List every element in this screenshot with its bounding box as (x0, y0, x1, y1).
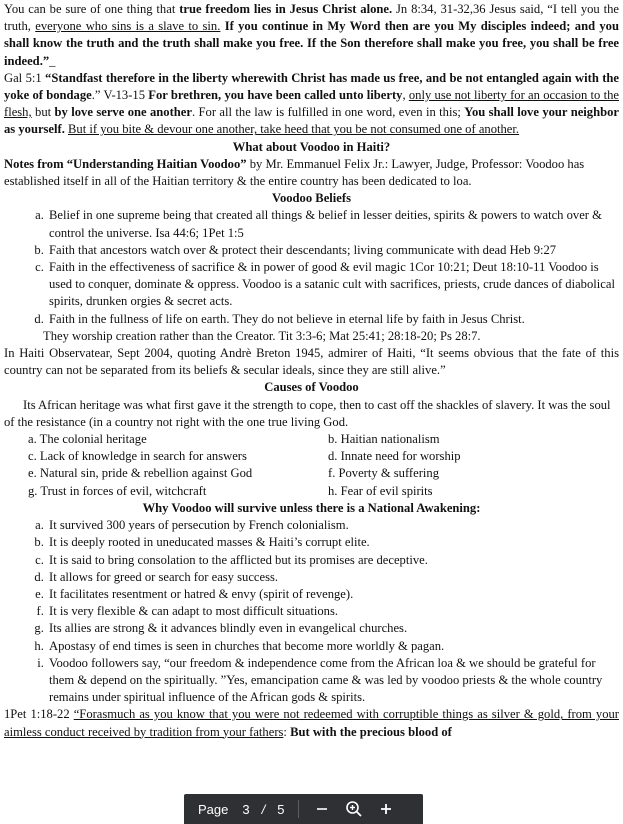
last-run-3: But with the precious blood of (290, 724, 452, 739)
paragraph-causes-intro: Its African heritage was what first gave it the strength to cope, then to cast off the shackles of slavery. It was the soul of the resistance (in a country not right with the one true living God. (4, 397, 611, 429)
current-page-number[interactable]: 3 (242, 801, 250, 817)
p2-run-5: only use not liberty for an occasion to the flesh, (4, 88, 619, 120)
p1-run-1: true freedom lies in Jesus Christ alone. (179, 2, 393, 16)
p2-run-7: by love serve one another (54, 105, 192, 120)
zoom-in-button[interactable] (341, 796, 367, 822)
p2-run-0: Gal 5:1 (4, 70, 46, 85)
toolbar-divider (298, 800, 299, 818)
list-item: d. It allows for greed or search for easy success. (47, 569, 619, 586)
notes-run-0: Notes from “Understanding Haitian Voodoo” (4, 156, 247, 171)
magnifier-plus-icon (345, 800, 363, 818)
heading-why-voodoo-survives: Why Voodoo will survive unless there is a National Awakening: (142, 500, 481, 515)
p2-run-8: . For all the law is fulfilled in one word, even in this; (191, 105, 465, 120)
p1-run-5: If you continue in My Word then are you My disciples indeed; and you shall know the truth and the truth shall make you free. If the Son therefore shall make you free, you shall be free indeed.” (4, 19, 619, 68)
p1-run-3: everyone who sins is a slave to sin. (35, 19, 221, 34)
plus-icon (379, 802, 393, 816)
p2-run-4: , (402, 88, 409, 103)
p1-run-0: You can be sure of one thing that (4, 2, 180, 16)
p1-run-6: _ (49, 53, 56, 68)
list-item: c. Lack of knowledge in search for answers (28, 449, 247, 464)
list-item: a. It survived 300 years of persecution by French colonialism. (47, 517, 619, 534)
paragraph-freedom (4, 1, 619, 70)
p2-run-1: “Standfast therefore in the liberty wherewith Christ has made us free, and be not entangled again with the yoke of bondage (4, 70, 620, 103)
beliefs-continuation: They worship creation rather than the Creator. Tit 3:3-6; Mat 25:41; 28:18-20; Ps 28:7. (43, 328, 481, 343)
last-run-0: 1Pet 1:18-22 (4, 707, 74, 722)
list-item: h. Apostasy of end times is seen in churches that become more worldly & pagan. (47, 638, 619, 655)
page-toolbar (184, 794, 423, 824)
list-item: e. Natural sin, pride & rebellion against God (28, 466, 253, 481)
list-item: h. Fear of evil spirits (328, 483, 433, 498)
heading-voodoo-in-haiti: What about Voodoo in Haiti? (232, 139, 391, 154)
last-run-2: : (283, 724, 291, 739)
page-separator: / (261, 801, 266, 817)
total-pages: 5 (277, 801, 285, 817)
p2-run-9: You shall love your neighbor as yourself. (4, 105, 619, 137)
list-item: f. It is very flexible & can adapt to most difficult situations. (47, 603, 619, 620)
p2-run-6: but (31, 105, 55, 120)
p2-run-2: .” V-13-15 (91, 88, 149, 103)
heading-voodoo-beliefs: Voodoo Beliefs (272, 191, 351, 206)
survive-list (4, 517, 619, 706)
paragraph-galatians (4, 70, 619, 139)
notes-run-1: by Mr. Emmanuel Felix Jr.: Lawyer, Judge, Professor: Voodoo has established itself in all of the Haitian territory & the entire country has been dedicated to loa. (4, 156, 585, 189)
list-item: i. Voodoo followers say, “our freedom & independence come from the African loa & we should be grateful for them & depend on the spiritually. ”Yes, emancipation came & was led by voodoo priests & the whole country remains under spiritual influence of the African gods & spirits. (47, 655, 619, 707)
list-item: c. Faith in the effectiveness of sacrifice & in power of good & evil magic 1Cor 10:21; Deut 18:10-11 Voodoo is used to conquer, dominate & oppress. Voodoo is a satanic cult with sacrifices, priests, crude dances of diabolical spirits, drunken orgies & secret acts. (47, 259, 619, 311)
list-item: d. Innate need for worship (328, 449, 461, 464)
paragraph-notes (4, 156, 619, 190)
list-item: a. The colonial heritage (28, 432, 147, 447)
list-item: d. Faith in the fullness of life on earth. They do not believe in eternal life by faith in Jesus Christ. (47, 311, 619, 328)
zoom-out-button[interactable] (309, 796, 335, 822)
list-item: g. Its allies are strong & it advances blindly even in evangelical churches. (47, 620, 619, 637)
list-item: b. Haitian nationalism (328, 432, 440, 447)
paragraph-observatear: In Haiti Observatear, Sept 2004, quoting Andrè Breton 1945, admirer of Haiti, “It seems obvious that the fate of this country can not be separated from its beliefs & secular ideals, since they are still alive.” (4, 346, 619, 378)
p2-run-3: For brethren, you have been called unto liberty (148, 88, 403, 103)
p2-run-11: But if you bite & devour one another, take heed that you be not consumed one of another. (68, 122, 520, 137)
list-item: a. Belief in one supreme being that created all things & belief in lesser deities, spirits & powers to watch over & control the universe. Isa 44:6; 1Pet 1:5 (47, 207, 619, 241)
heading-causes: Causes of Voodoo (264, 380, 359, 395)
list-item: b. Faith that ancestors watch over & protect their descendants; living communicate with dead Heb 9:27 (47, 242, 619, 259)
add-button[interactable] (373, 796, 399, 822)
beliefs-list (4, 207, 619, 327)
minus-icon (315, 802, 329, 816)
list-item: g. Trust in forces of evil, witchcraft (28, 483, 207, 498)
list-item: b. It is deeply rooted in uneducated masses & Haiti’s corrupt elite. (47, 534, 619, 551)
list-item: c. It is said to bring consolation to the afflicted but its promises are deceptive. (47, 552, 619, 569)
paragraph-1peter (4, 706, 619, 740)
list-item: f. Poverty & suffering (328, 466, 439, 481)
causes-list (4, 431, 619, 500)
page-label: Page (198, 801, 229, 817)
list-item: e. It facilitates resentment or hatred & envy (spirit of revenge). (47, 586, 619, 603)
last-run-1: “Forasmuch as you know that you were not redeemed with corruptible things as silver & gold, from your aimless conduct received by tradition from your fathers (4, 707, 619, 739)
p1-run-2: Jn 8:34, 31-32,36 Jesus said, “I tell you the truth, (4, 2, 619, 34)
